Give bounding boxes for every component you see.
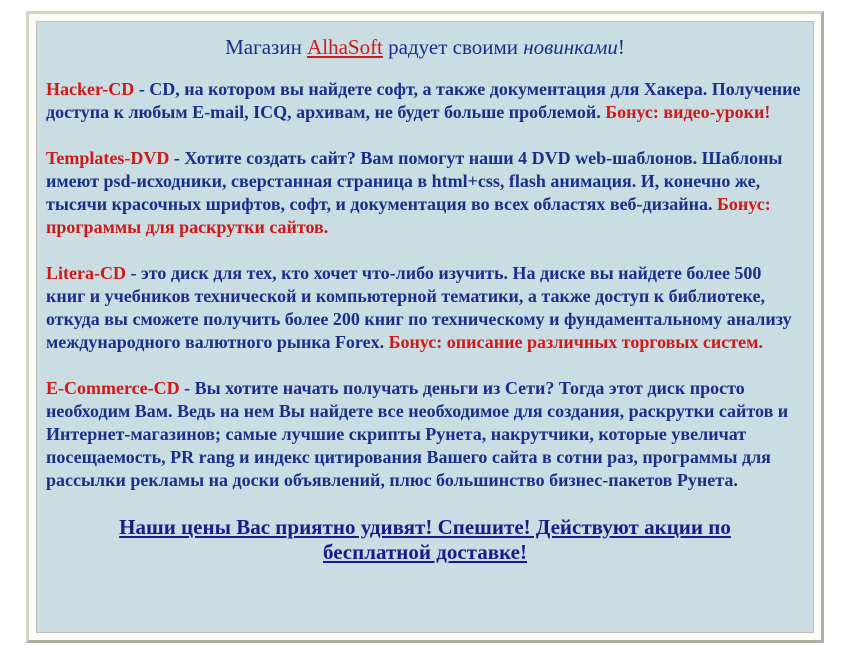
product-name: Hacker-CD	[46, 79, 135, 99]
product-name: Litera-CD	[46, 263, 126, 283]
product-name: Templates-DVD	[46, 148, 170, 168]
product-description: - это диск для тех, кто хочет что-либо изучить. На диске вы найдете более 500 книг и учебников технической и компьютерной тематики, а также доступ к библиотеке, откуда вы сможете получить более 200 книг по техническому и фундаментальному анализу международного валютного рынка Forex.	[46, 263, 792, 352]
brand-link[interactable]: AlhaSoft	[307, 35, 383, 59]
title-suffix: !	[617, 35, 625, 59]
page-title	[46, 34, 804, 60]
promo-link[interactable]: Наши цены Вас приятно удивят! Спешите! Действуют акции по бесплатной доставке!	[119, 515, 731, 564]
product-templates-dvd	[46, 147, 804, 239]
ad-frame	[26, 11, 824, 643]
title-middle: радует своими	[388, 35, 518, 59]
product-hacker-cd	[46, 78, 804, 124]
product-bonus: Бонус: описание различных торговых систем.	[388, 332, 763, 352]
title-prefix: Магазин	[225, 35, 302, 59]
product-bonus: Бонус: видео-уроки!	[605, 102, 771, 122]
product-name: E-Commerce-CD	[46, 378, 180, 398]
product-litera-cd	[46, 262, 804, 354]
product-description: - Вы хотите начать получать деньги из Сети? Тогда этот диск просто необходим Вам. Ведь на нем Вы найдете все необходимое для создания, раскрутки сайтов и Интернет-магазинов; самые лучшие скрипты Рунета, накрутчики, которые увеличат посещаемость, PR rang и индекс цитирования Вашего сайта в сотни раз, программы для рассылки рекламы на доски объявлений, плюс большинство бизнес-пакетов Рунета.	[46, 378, 789, 490]
product-ecommerce-cd	[46, 377, 804, 492]
title-emphasis: новинками	[523, 35, 618, 59]
ad-panel	[36, 21, 814, 633]
product-bonus: Бонус: программы для раскрутки сайтов.	[46, 194, 771, 237]
product-description: - CD, на котором вы найдете софт, а также документация для Хакера. Получение доступа к любым E-mail, ICQ, архивам, не будет больше проблемой.	[46, 79, 801, 122]
product-description: - Хотите создать сайт? Вам помогут наши 4 DVD web-шаблонов. Шаблоны имеют psd-исходники, сверстанная страница в html+css, flash анимация. И, конечно же, тысячи красочных шрифтов, софт, и документация во всех областях веб-дизайна.	[46, 148, 783, 214]
